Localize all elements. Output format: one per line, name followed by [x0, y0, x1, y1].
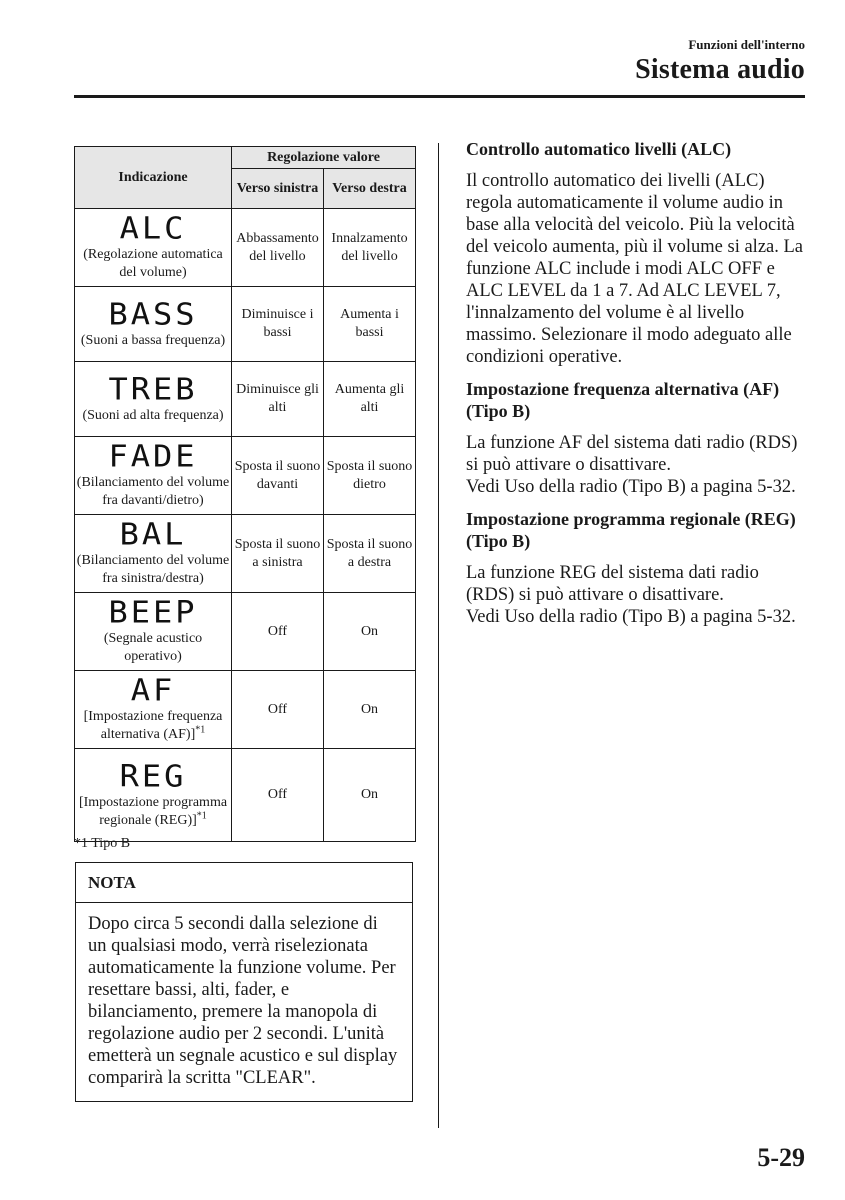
- table-row: [75, 287, 416, 362]
- af-body: La funzione AF del sistema dati radio (RDS) si può attivare o disattivare.: [466, 433, 798, 475]
- reg-section: [466, 562, 806, 628]
- indicator-cell: [75, 437, 232, 515]
- left-value: Off: [232, 593, 324, 671]
- right-value: On: [324, 593, 416, 671]
- table-row: [75, 671, 416, 749]
- header-rule: [74, 95, 805, 98]
- right-value: Sposta il suono dietro: [324, 437, 416, 515]
- right-value: On: [324, 749, 416, 842]
- indicator-description: (Segnale acustico operativo): [103, 631, 203, 664]
- table-row: [75, 437, 416, 515]
- indicator-cell: [75, 287, 232, 362]
- af-reference: Vedi Uso della radio (Tipo B) a pagina 5-32.: [466, 477, 796, 497]
- left-value: Abbassamento del livello: [232, 209, 324, 287]
- right-value: Aumenta gli alti: [324, 362, 416, 437]
- footnote-marker: *1: [196, 809, 207, 821]
- af-section: [466, 432, 806, 498]
- indicator-description: (Suoni ad alta frequenza): [82, 407, 224, 423]
- left-value: Diminuisce gli alti: [232, 362, 324, 437]
- display-segment-text: AF: [130, 671, 176, 709]
- table-row: [75, 362, 416, 437]
- display-segment-text: BAL: [119, 515, 187, 553]
- column-divider: [438, 143, 439, 1128]
- left-value: Off: [232, 671, 324, 749]
- right-column: [466, 138, 806, 638]
- display-segment-text: REG: [119, 757, 187, 794]
- display-segment-text: FADE: [108, 437, 198, 475]
- right-value: Innalzamento del livello: [324, 209, 416, 287]
- af-heading: Impostazione frequenza alternativa (AF) (Tipo B): [466, 379, 780, 421]
- indicator-description: (Bilanciamento del volume fra davanti/dietro): [76, 475, 230, 508]
- header-left: Verso sinistra: [232, 169, 324, 209]
- indicator-description: (Suoni a bassa frequenza): [80, 332, 226, 348]
- display-segment-text: BEEP: [108, 593, 198, 631]
- alc-heading: Controllo automatico livelli (ALC): [466, 139, 732, 159]
- right-value: On: [324, 671, 416, 749]
- indicator-cell: [75, 749, 232, 842]
- reg-reference: Vedi Uso della radio (Tipo B) a pagina 5-32.: [466, 607, 796, 627]
- right-value: Aumenta i bassi: [324, 287, 416, 362]
- indicator-cell: [75, 593, 232, 671]
- display-segment-text: TREB: [108, 370, 198, 407]
- footnote-marker: *1: [195, 724, 206, 736]
- left-value: Sposta il suono davanti: [232, 437, 324, 515]
- header-value-adjustment: Regolazione valore: [232, 147, 416, 169]
- display-segment-text: BASS: [108, 295, 198, 332]
- note-box: [75, 862, 413, 1102]
- left-value: Off: [232, 749, 324, 842]
- page-number: 5-29: [757, 1143, 805, 1172]
- table-row: [75, 209, 416, 287]
- header-right: Verso destra: [324, 169, 416, 209]
- table-row: [75, 593, 416, 671]
- indicator-cell: [75, 362, 232, 437]
- section-label: Funzioni dell'interno: [688, 37, 805, 52]
- header-indicator: Indicazione: [75, 147, 232, 209]
- table-footnote: *1 Tipo B: [74, 836, 131, 851]
- left-value: Diminuisce i bassi: [232, 287, 324, 362]
- table-row: [75, 515, 416, 593]
- audio-settings-table: [74, 146, 416, 842]
- indicator-description: (Bilanciamento del volume fra sinistra/destra): [76, 553, 230, 586]
- indicator-cell: [75, 515, 232, 593]
- alc-body: Il controllo automatico dei livelli (ALC) regola automaticamente il volume audio in base alla velocità del veicolo. Più la velocità del veicolo aumenta, più il volume si alza. La funzione ALC include i modi ALC OFF e ALC LEVEL da 1 a 7. Ad ALC LEVEL 7, l'innalzamento del volume è al livello massimo. Selezionare il modo adeguato alle condizioni operative.: [466, 171, 804, 367]
- table-row: [75, 749, 416, 842]
- indicator-description: [Impostazione frequenza alternativa (AF)]$^{*1}$: [83, 709, 223, 742]
- left-value: Sposta il suono a sinistra: [232, 515, 324, 593]
- page-title: Sistema audio: [635, 54, 805, 85]
- indicator-cell: [75, 209, 232, 287]
- reg-body: La funzione REG del sistema dati radio (RDS) si può attivare o disattivare.: [466, 563, 759, 605]
- indicator-description: [Impostazione programma regionale (REG)]$^{*1}$: [78, 794, 228, 828]
- note-heading: NOTA: [76, 863, 412, 903]
- reg-heading: Impostazione programma regionale (REG) (Tipo B): [466, 509, 796, 551]
- indicator-cell: [75, 671, 232, 749]
- note-body: Dopo circa 5 secondi dalla selezione di un qualsiasi modo, verrà riselezionata automaticamente la funzione volume. Per resettare bassi, alti, fader, e bilanciamento, premere la manopola di regolazione audio per 2 secondi. L'unità emetterà un segnale acustico e sul display comparirà la scritta "CLEAR".: [88, 914, 398, 1088]
- right-value: Sposta il suono a destra: [324, 515, 416, 593]
- display-segment-text: ALC: [119, 209, 187, 247]
- indicator-description: (Regolazione automatica del volume): [83, 247, 223, 280]
